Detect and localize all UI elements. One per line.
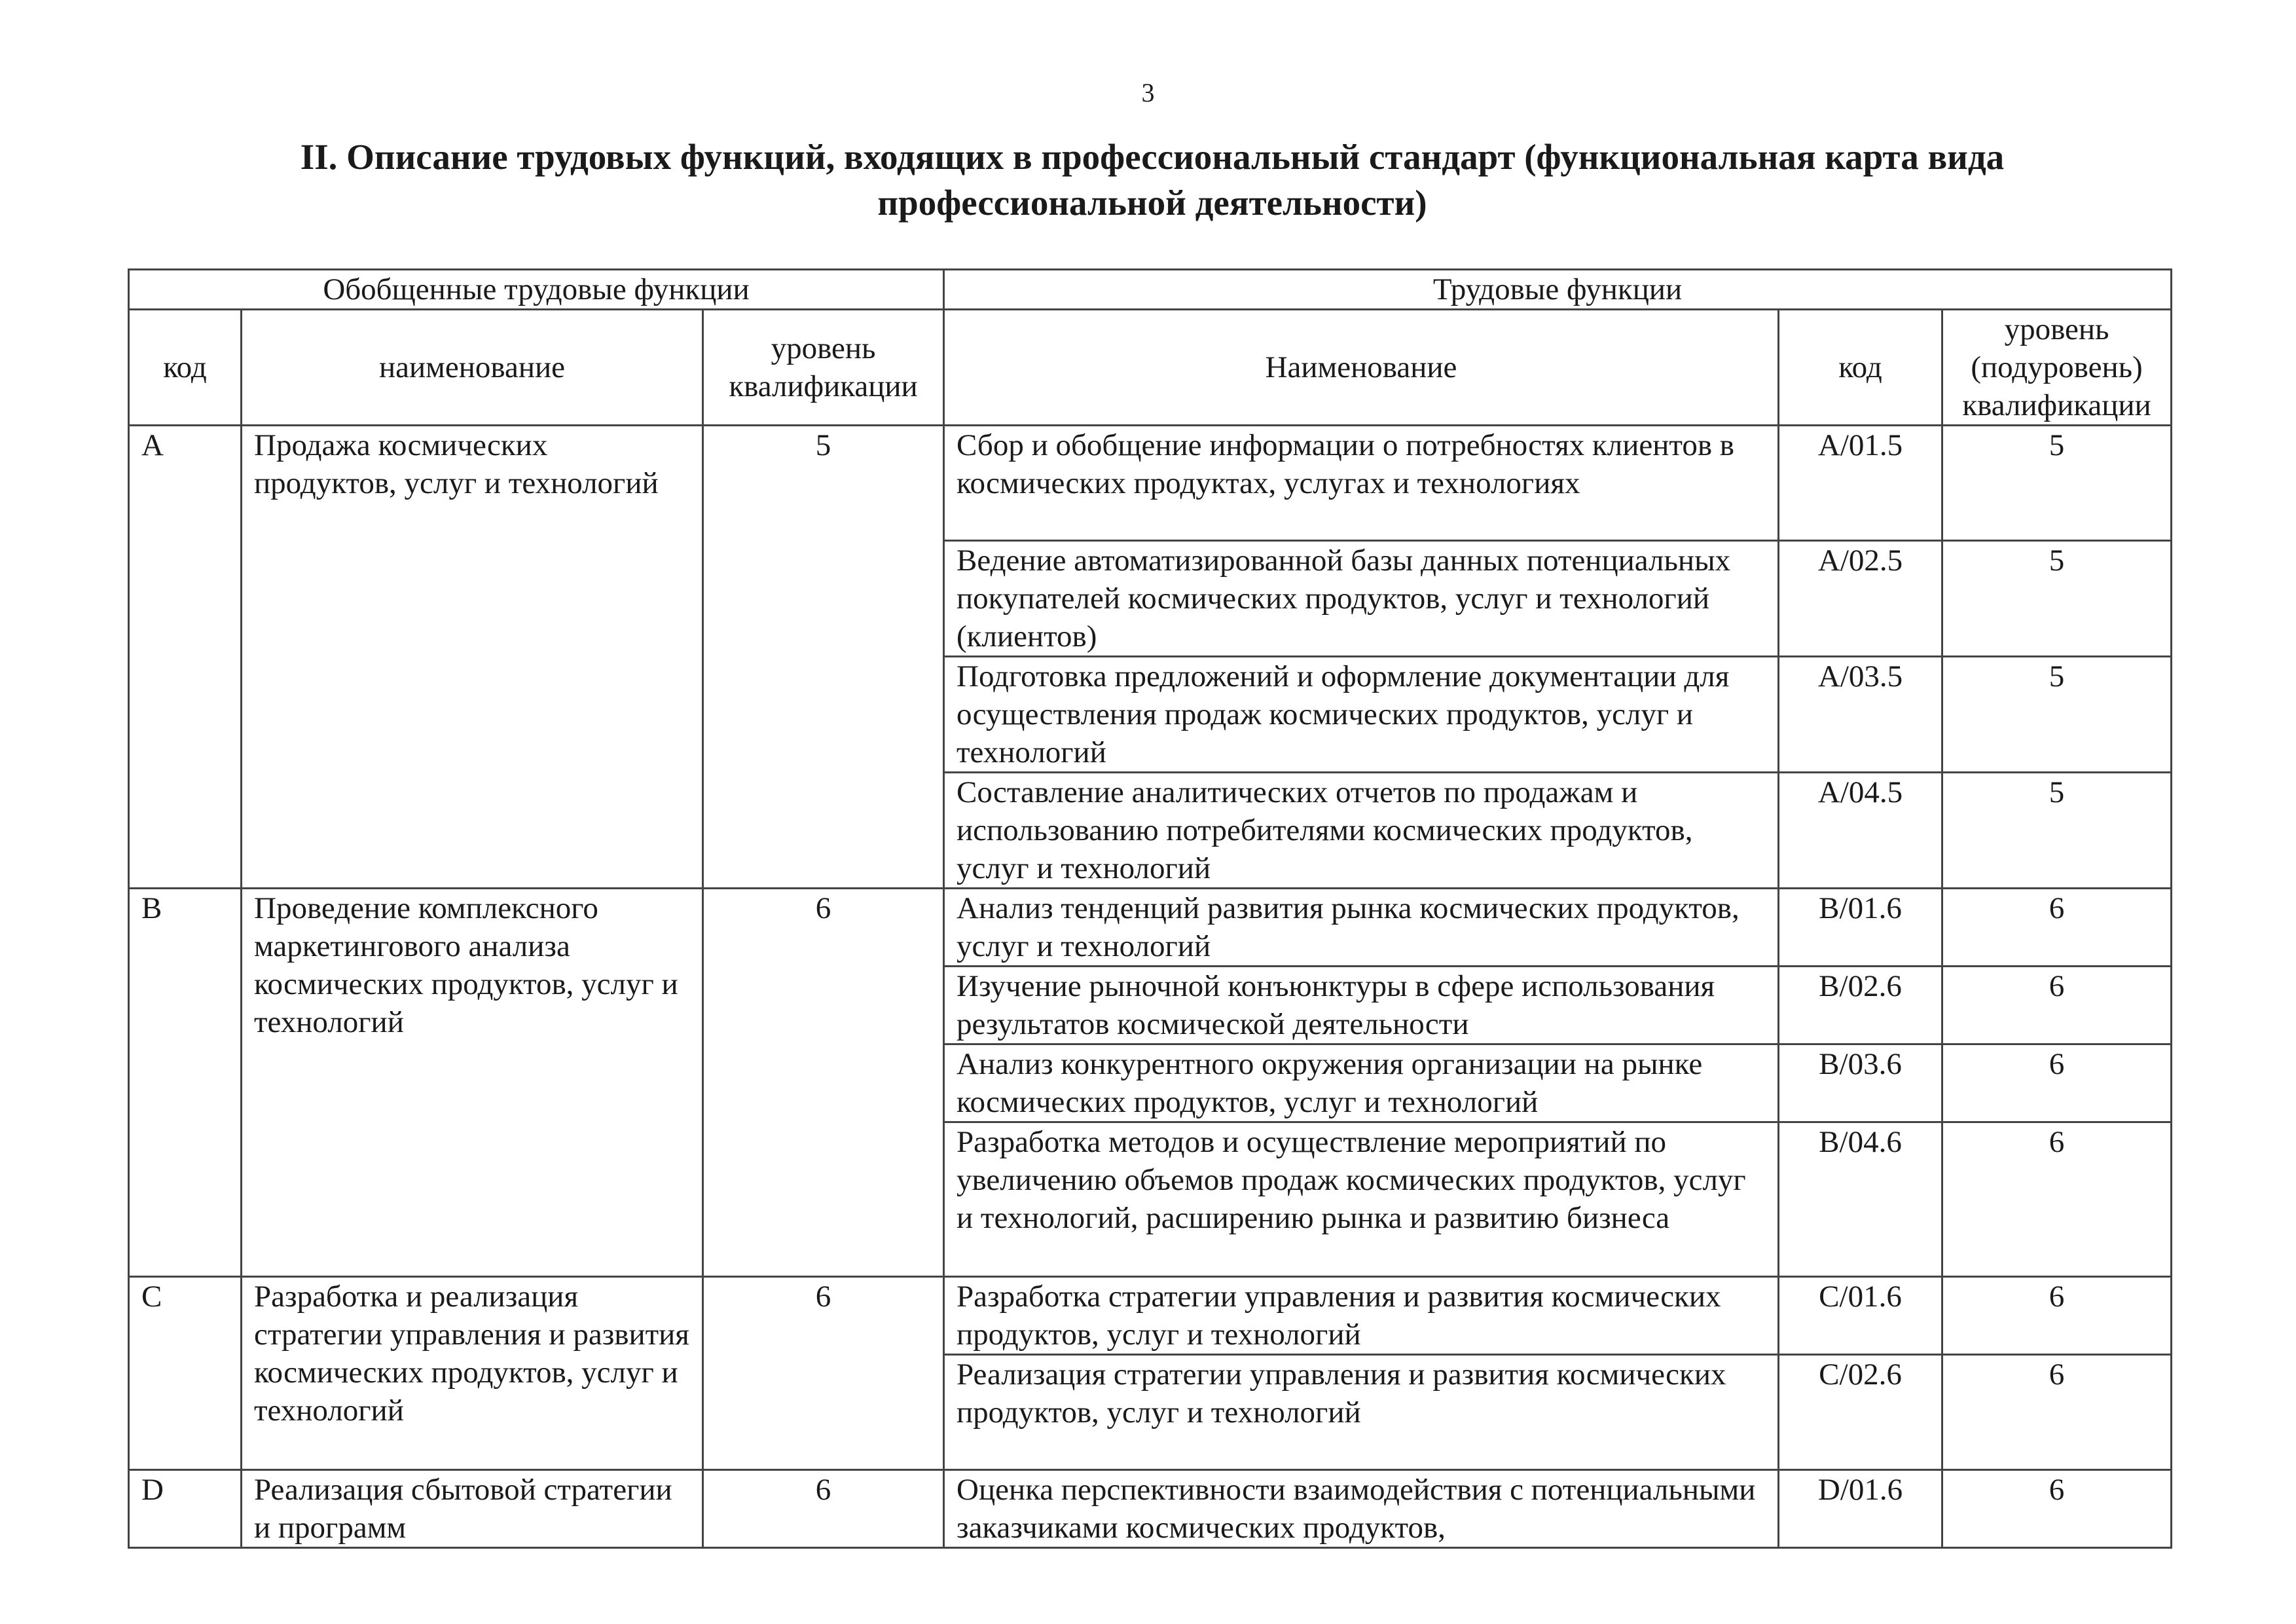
function-name: Подготовка предложений и оформление документации для осуществления продаж космических продуктов, услуг и технологий <box>944 657 1779 773</box>
group-name: Реализация сбытовой стратегии и программ <box>242 1470 703 1548</box>
group-code: B <box>129 889 242 1277</box>
function-level: 6 <box>1942 1122 2172 1277</box>
function-level: 6 <box>1942 1277 2172 1355</box>
function-name: Изучение рыночной конъюнктуры в сфере использования результатов космической деятельности <box>944 967 1779 1044</box>
function-code: B/04.6 <box>1779 1122 1942 1277</box>
function-level: 6 <box>1942 1355 2172 1470</box>
group-name: Разработка и реализация стратегии управления и развития космических продуктов, услуг и технологий <box>242 1277 703 1470</box>
function-name: Реализация стратегии управления и развития космических продуктов, услуг и технологий <box>944 1355 1779 1470</box>
function-name: Оценка перспективности взаимодействия с потенциальными заказчиками космических продуктов, <box>944 1470 1779 1548</box>
function-name: Составление аналитических отчетов по продажам и использованию потребителями космических продуктов, услуг и технологий <box>944 773 1779 889</box>
group-code: C <box>129 1277 242 1470</box>
generalized-functions-header: Обобщенные трудовые функции <box>129 270 944 310</box>
function-code: D/01.6 <box>1779 1470 1942 1548</box>
function-level: 5 <box>1942 426 2172 541</box>
group-level: 6 <box>703 1470 944 1548</box>
function-level: 5 <box>1942 657 2172 773</box>
function-code: C/01.6 <box>1779 1277 1942 1355</box>
functional-map-table <box>128 268 2172 1549</box>
function-level: 5 <box>1942 541 2172 657</box>
function-name: Сбор и обобщение информации о потребностях клиентов в космических продуктах, услугах и технологиях <box>944 426 1779 541</box>
group-level: 6 <box>703 889 944 1277</box>
function-name: Анализ тенденций развития рынка космических продуктов, услуг и технологий <box>944 889 1779 967</box>
function-level: 6 <box>1942 1044 2172 1122</box>
function-name: Разработка стратегии управления и развития космических продуктов, услуг и технологий <box>944 1277 1779 1355</box>
function-level: 6 <box>1942 967 2172 1044</box>
function-level: 5 <box>1942 773 2172 889</box>
function-code: A/04.5 <box>1779 773 1942 889</box>
group-level: 5 <box>703 426 944 889</box>
function-name: Разработка методов и осуществление мероприятий по увеличению объемов продаж космических продуктов, услуг и технологий, расширению рынка и развитию бизнеса <box>944 1122 1779 1277</box>
col-header-func-name: Наименование <box>944 310 1779 426</box>
col-header-gen-level: уровень квалификации <box>703 310 944 426</box>
table-row <box>129 1277 2172 1355</box>
group-code: A <box>129 426 242 889</box>
section-title-line-1: II. Описание трудовых функций, входящих в профессиональный стандарт (функциональная карта вида <box>300 137 2005 177</box>
function-level: 6 <box>1942 889 2172 967</box>
function-code: B/02.6 <box>1779 967 1942 1044</box>
group-name: Проведение комплексного маркетингового анализа космических продуктов, услуг и технологий <box>242 889 703 1277</box>
function-name: Ведение автоматизированной базы данных потенциальных покупателей космических продуктов, услуг и технологий (клиентов) <box>944 541 1779 657</box>
function-name: Анализ конкурентного окружения организации на рынке космических продуктов, услуг и технологий <box>944 1044 1779 1122</box>
table-row <box>129 426 2172 541</box>
group-code: D <box>129 1470 242 1548</box>
col-header-gen-name: наименование <box>242 310 703 426</box>
table-group-header-row <box>129 270 2172 310</box>
col-header-gen-code: код <box>129 310 242 426</box>
table-column-header-row <box>129 310 2172 426</box>
section-title-line-2: профессиональной деятельности) <box>877 183 1427 223</box>
section-title <box>170 134 2134 226</box>
function-code: A/01.5 <box>1779 426 1942 541</box>
table-row <box>129 889 2172 967</box>
labor-functions-header: Трудовые функции <box>944 270 2172 310</box>
col-header-func-level: уровень (подуровень) квалификации <box>1942 310 2172 426</box>
table-row <box>129 1470 2172 1548</box>
function-code: B/01.6 <box>1779 889 1942 967</box>
function-code: C/02.6 <box>1779 1355 1942 1470</box>
function-code: B/03.6 <box>1779 1044 1942 1122</box>
function-code: A/02.5 <box>1779 541 1942 657</box>
group-name: Продажа космических продуктов, услуг и технологий <box>242 426 703 889</box>
col-header-func-code: код <box>1779 310 1942 426</box>
group-level: 6 <box>703 1277 944 1470</box>
page-number: 3 <box>1141 78 1155 107</box>
function-level: 6 <box>1942 1470 2172 1548</box>
function-code: A/03.5 <box>1779 657 1942 773</box>
